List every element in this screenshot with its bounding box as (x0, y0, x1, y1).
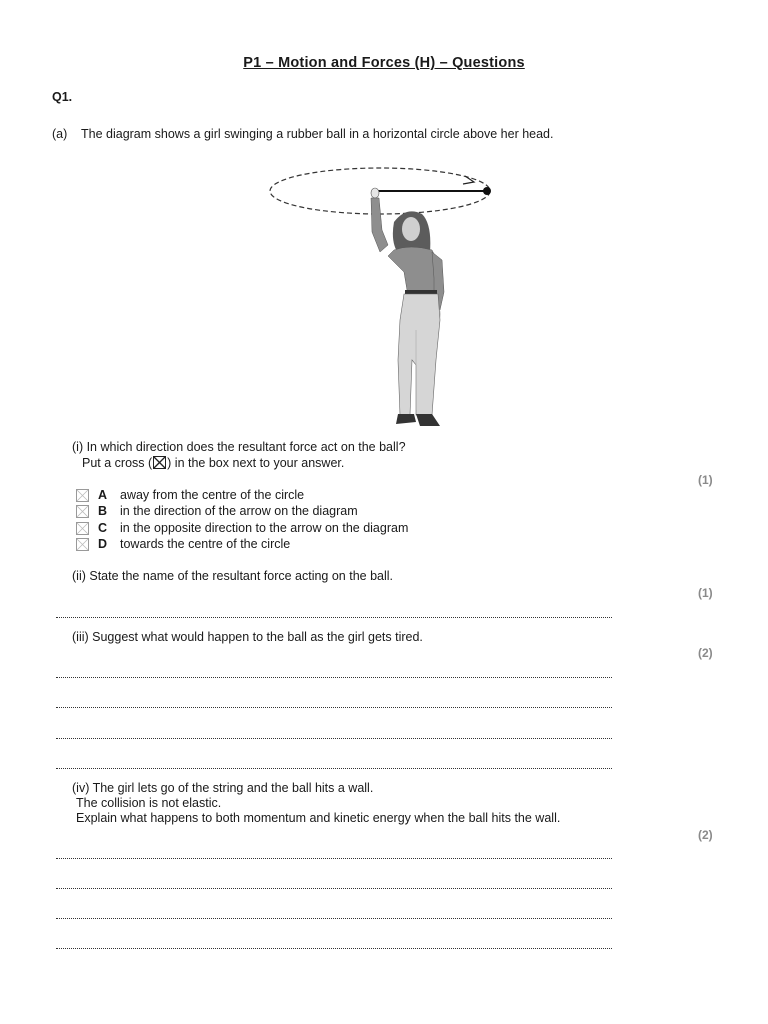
girl-trousers (398, 294, 440, 415)
option-letter: C (98, 521, 108, 535)
option-letter: D (98, 537, 108, 551)
option-text: away from the centre of the circle (120, 488, 305, 502)
answer-line[interactable] (56, 707, 612, 708)
part-i-question: (i) In which direction does the resultant force act on the ball? (72, 440, 406, 454)
part-iv-line1: (iv) The girl lets go of the string and the ball hits a wall. (72, 781, 374, 795)
part-ii-question: (ii) State the name of the resultant force acting on the ball. (72, 569, 394, 583)
part-ii-marks: (1) (698, 586, 713, 600)
checkbox-icon[interactable] (76, 538, 89, 551)
option-letter: A (98, 488, 108, 502)
option-letter: B (98, 504, 108, 518)
part-iv-marks: (2) (698, 828, 713, 842)
instruction-prefix: Put a cross ( (82, 456, 153, 470)
answer-line[interactable] (56, 738, 612, 739)
option-text: in the direction of the arrow on the diagram (120, 504, 358, 518)
instruction-suffix: ) in the box next to your answer. (167, 456, 345, 470)
raised-arm (371, 198, 388, 252)
part-a-label: (a) (52, 127, 68, 141)
answer-line[interactable] (56, 918, 612, 919)
answer-line[interactable] (56, 888, 612, 889)
answer-line[interactable] (56, 858, 612, 859)
page-title: P1 – Motion and Forces (H) – Questions (243, 55, 525, 71)
part-iv-line2: The collision is not elastic. (76, 796, 222, 810)
option-text: in the opposite direction to the arrow on the diagram (120, 521, 409, 535)
girl-shoes (396, 414, 440, 426)
belt (405, 290, 437, 294)
answer-line[interactable] (56, 617, 612, 618)
ball-icon (483, 187, 491, 195)
part-i-marks: (1) (698, 473, 713, 487)
checkbox-icon[interactable] (76, 505, 89, 518)
girl-face (402, 217, 420, 241)
girl-swinging-ball-diagram (260, 160, 500, 435)
answer-line[interactable] (56, 948, 612, 949)
option-text: towards the centre of the circle (120, 537, 291, 551)
answer-line[interactable] (56, 677, 612, 678)
part-iii-marks: (2) (698, 646, 713, 660)
part-i-instruction (82, 456, 344, 470)
part-iv-line3: Explain what happens to both momentum and kinetic energy when the ball hits the wall. (76, 811, 561, 825)
part-a-text: The diagram shows a girl swinging a rubber ball in a horizontal circle above her head. (81, 127, 554, 141)
part-iii-question: (iii) Suggest what would happen to the ball as the girl gets tired. (72, 630, 423, 644)
crossed-box-icon (153, 456, 166, 469)
answer-line[interactable] (56, 768, 612, 769)
question-number: Q1. (52, 90, 73, 104)
checkbox-icon[interactable] (76, 489, 89, 502)
checkbox-icon[interactable] (76, 522, 89, 535)
